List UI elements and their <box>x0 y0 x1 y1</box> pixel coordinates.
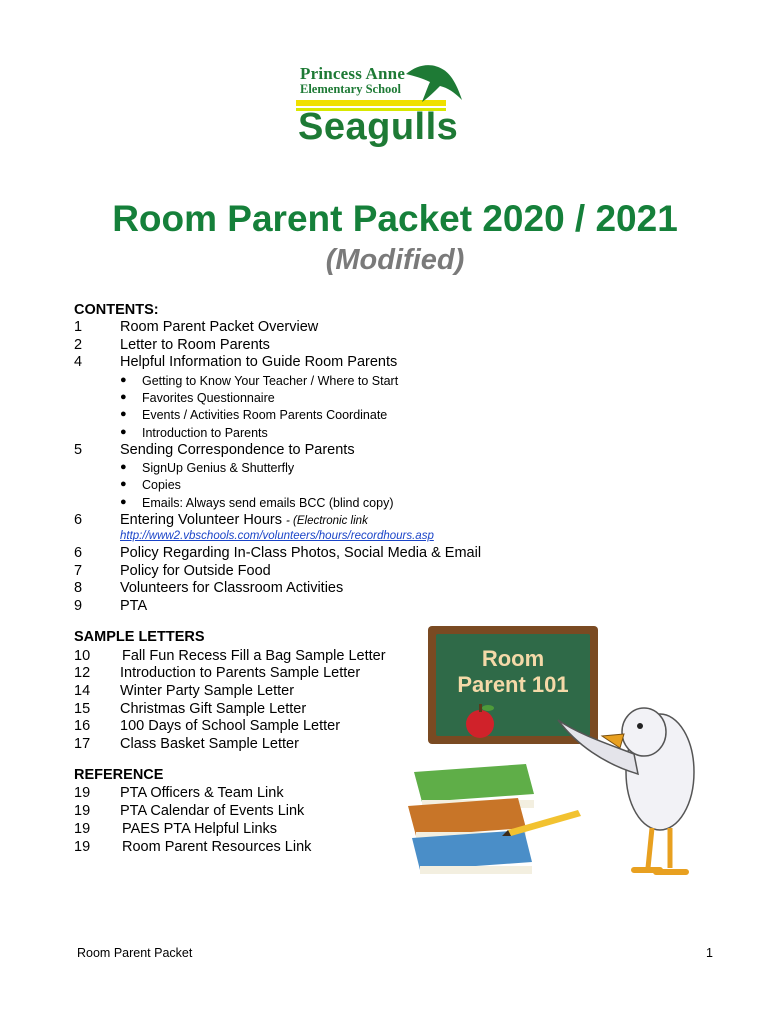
seagull-logo-icon <box>404 62 464 112</box>
volunteer-hours-link[interactable]: http://www2.vbschools.com/volunteers/hours/recordhours.asp <box>120 530 434 542</box>
item-title: Introduction to Parents Sample Letter <box>120 665 361 681</box>
page-subtitle: (Modified) <box>325 244 465 276</box>
contents-heading: CONTENTS: <box>74 302 159 318</box>
sample-letters-heading: SAMPLE LETTERS <box>74 629 205 645</box>
logo-line1: Princess Anne <box>300 64 406 83</box>
board-line2: Parent 101 <box>457 672 569 697</box>
item-title: PTA Calendar of Events Link <box>120 803 305 819</box>
page-number: 19 <box>74 785 91 801</box>
page-number: 1 <box>74 319 83 335</box>
logo-line2: Elementary School <box>300 82 402 96</box>
page-number: 9 <box>74 598 83 614</box>
page-number: 7 <box>74 563 83 579</box>
page-number: 16 <box>74 718 91 734</box>
room-parent-illustration <box>408 624 704 890</box>
bullet-icon: ● <box>120 461 127 473</box>
item-title: Fall Fun Recess Fill a Bag Sample Letter <box>122 648 386 664</box>
bullet-icon: ● <box>120 496 127 508</box>
item-title: Policy for Outside Food <box>120 563 271 579</box>
item-title: Policy Regarding In-Class Photos, Social Media & Email <box>120 545 482 561</box>
item-title: Entering Volunteer Hours <box>120 512 283 528</box>
page-number: 15 <box>74 701 91 717</box>
page-title: Room Parent Packet 2020 / 2021 <box>112 198 678 239</box>
page-number-footer: 1 <box>706 946 713 960</box>
item-title: 100 Days of School Sample Letter <box>120 718 341 734</box>
item-title: Helpful Information to Guide Room Parents <box>120 354 398 370</box>
page-number: 6 <box>74 512 83 528</box>
bullet-icon: ● <box>120 478 127 490</box>
page-number: 17 <box>74 736 91 752</box>
item-title: Class Basket Sample Letter <box>120 736 299 752</box>
item-title: Winter Party Sample Letter <box>120 683 295 699</box>
page-number: 19 <box>74 839 91 855</box>
page-number: 14 <box>74 683 91 699</box>
reference-heading: REFERENCE <box>74 767 164 783</box>
page-number: 8 <box>74 580 83 596</box>
school-logo <box>296 62 468 162</box>
page-number: 6 <box>74 545 83 561</box>
item-title: Letter to Room Parents <box>120 337 270 353</box>
chalkboard-icon <box>428 626 598 744</box>
page-number: 12 <box>74 665 91 681</box>
item-title: Room Parent Packet Overview <box>120 319 319 335</box>
logo-line3: Seagulls <box>298 106 459 148</box>
bullet-icon: ● <box>120 391 127 403</box>
item-title: Christmas Gift Sample Letter <box>120 701 307 717</box>
item-note: - (Electronic link <box>286 515 368 527</box>
page-number: 5 <box>74 442 83 458</box>
page-number: 2 <box>74 337 83 353</box>
item-title: PAES PTA Helpful Links <box>122 821 278 837</box>
board-line1: Room <box>481 646 545 671</box>
item-title: Sending Correspondence to Parents <box>120 442 355 458</box>
bullet-icon: ● <box>120 426 127 438</box>
seagull-icon <box>558 708 694 872</box>
footer-title: Room Parent Packet <box>77 946 193 960</box>
books-icon <box>408 764 534 874</box>
bullet-icon: ● <box>120 408 127 420</box>
page-number: 10 <box>74 648 91 664</box>
item-title: PTA <box>120 598 148 614</box>
item-title: Room Parent Resources Link <box>122 839 312 855</box>
page-number: 19 <box>74 821 91 837</box>
page-number: 19 <box>74 803 91 819</box>
item-title: PTA Officers & Team Link <box>120 785 284 801</box>
page-number: 4 <box>74 354 83 370</box>
item-title: Volunteers for Classroom Activities <box>120 580 344 596</box>
bullet-icon: ● <box>120 374 127 386</box>
